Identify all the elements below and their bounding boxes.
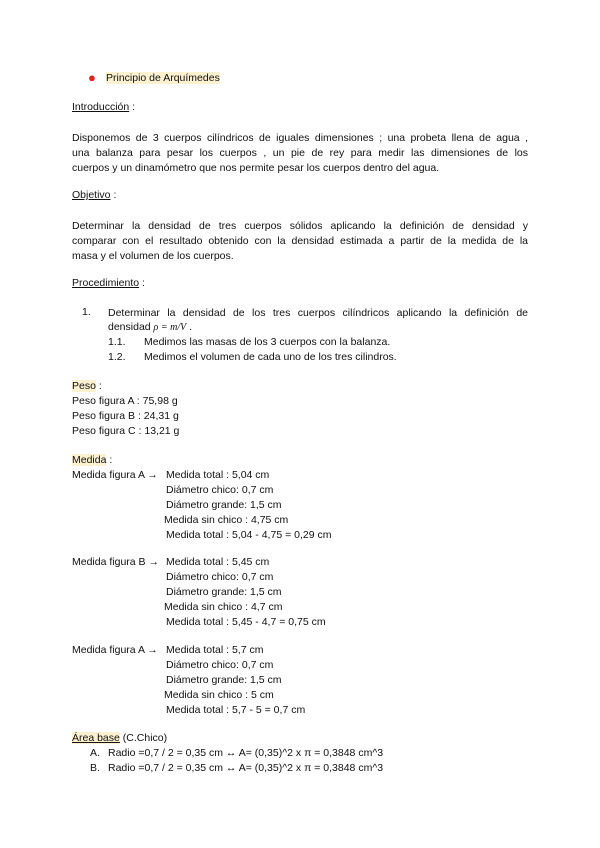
peso-item: Peso figura B : 24,31 g bbox=[72, 410, 179, 422]
procedure-heading: Procedimiento bbox=[72, 277, 140, 289]
peso-heading-row bbox=[72, 380, 102, 392]
medida-line: Diámetro chico: 0,7 cm bbox=[166, 659, 274, 671]
intro-colon: : bbox=[129, 101, 136, 113]
objective-line: comparar con el resultado obtenido con la densidad estimada a partir de la medida de la bbox=[72, 235, 528, 247]
area-heading: Área base bbox=[72, 732, 120, 744]
peso-item: Peso figura C : 13,21 g bbox=[72, 425, 180, 437]
medida-group-label: Medida figura A → bbox=[72, 469, 158, 481]
bullet-icon: ● bbox=[88, 70, 96, 85]
intro-line: una balanza para pesar los cuerpos , un pie de rey para medir las dimensiones de los bbox=[72, 147, 528, 159]
substep-number: 1.2. bbox=[108, 351, 126, 363]
medida-heading: Medida bbox=[72, 454, 107, 466]
medida-line: Medida total : 5,7 cm bbox=[166, 644, 264, 656]
step-1-line-2 bbox=[108, 321, 192, 333]
medida-line: Medida sin chico : 4,75 cm bbox=[164, 514, 289, 526]
procedure-colon: : bbox=[139, 277, 145, 289]
objective-line: masa y el volumen de los cuerpos. bbox=[72, 250, 234, 262]
objective-line: Determinar la densidad de tres cuerpos sólidos aplicando la definición de densidad y bbox=[72, 220, 528, 232]
intro-line: Disponemos de 3 cuerpos cilíndricos de iguales dimensiones ; una probeta llena de agua , bbox=[72, 132, 528, 144]
substep-text: Medimos las masas de los 3 cuerpos con la balanza. bbox=[144, 336, 391, 348]
title-bullet bbox=[88, 70, 96, 85]
medida-line: Diámetro chico: 0,7 cm bbox=[166, 484, 274, 496]
step-1-densidad: densidad bbox=[108, 321, 151, 333]
area-item-text: Radio =0,7 / 2 = 0,35 cm ↔ A= (0,35)^2 x π = 0,3848 cm^3 bbox=[108, 747, 384, 759]
peso-colon: : bbox=[95, 380, 102, 392]
step-1-text bbox=[108, 306, 528, 321]
procedure-heading-row bbox=[72, 277, 145, 289]
medida-line: Diámetro grande: 1,5 cm bbox=[166, 499, 282, 511]
objective-heading: Objetivo bbox=[72, 189, 111, 201]
substep-number: 1.1. bbox=[108, 336, 126, 348]
intro-heading: Introducción bbox=[72, 101, 130, 113]
formula-end: . bbox=[186, 321, 193, 333]
objective-paragraph bbox=[72, 219, 528, 264]
medida-line: Medida total : 5,7 - 5 = 0,7 cm bbox=[166, 704, 306, 716]
step-number: 1. bbox=[82, 306, 91, 318]
density-formula: ρ = m/V bbox=[153, 322, 187, 333]
medida-group-label: Medida figura B → bbox=[72, 556, 159, 568]
medida-line: Diámetro chico: 0,7 cm bbox=[166, 571, 274, 583]
medida-line: Medida sin chico : 4,7 cm bbox=[164, 601, 283, 613]
medida-colon: : bbox=[106, 454, 113, 466]
peso-item: Peso figura A : 75,98 g bbox=[72, 395, 178, 407]
area-suffix: (C.Chico) bbox=[119, 732, 168, 744]
medida-line: Medida sin chico : 5 cm bbox=[164, 689, 274, 701]
medida-line: Medida total : 5,04 cm bbox=[166, 469, 270, 481]
area-item-text: Radio =0,7 / 2 = 0,35 cm ↔ A= (0,35)^2 x π = 0,3848 cm^3 bbox=[108, 762, 384, 774]
objective-heading-row bbox=[72, 189, 116, 201]
intro-paragraph bbox=[72, 131, 528, 176]
area-item-letter: A. bbox=[90, 747, 100, 759]
medida-line: Diámetro grande: 1,5 cm bbox=[166, 586, 282, 598]
medida-heading-row bbox=[72, 454, 112, 466]
medida-line: Medida total : 5,45 cm bbox=[166, 556, 270, 568]
area-item-letter: B. bbox=[90, 762, 100, 774]
objective-colon: : bbox=[110, 189, 117, 201]
medida-group-label: Medida figura A → bbox=[72, 644, 158, 656]
peso-heading: Peso bbox=[72, 380, 96, 392]
substep-text: Medimos el volumen de cada uno de los tres cilindros. bbox=[144, 351, 397, 363]
medida-line: Medida total : 5,45 - 4,7 = 0,75 cm bbox=[166, 616, 326, 628]
medida-line: Medida total : 5,04 - 4,75 = 0,29 cm bbox=[166, 529, 332, 541]
area-heading-row bbox=[72, 732, 167, 744]
page-title: Principio de Arquímedes bbox=[106, 72, 220, 84]
intro-line: cuerpos y un dinamómetro que nos permite pesar los cuerpos dentro del agua. bbox=[72, 162, 440, 174]
intro-heading-row bbox=[72, 101, 135, 113]
medida-line: Diámetro grande: 1,5 cm bbox=[166, 674, 282, 686]
step-1-line: Determinar la densidad de los tres cuerpos cilíndricos aplicando la definición de bbox=[108, 307, 528, 319]
